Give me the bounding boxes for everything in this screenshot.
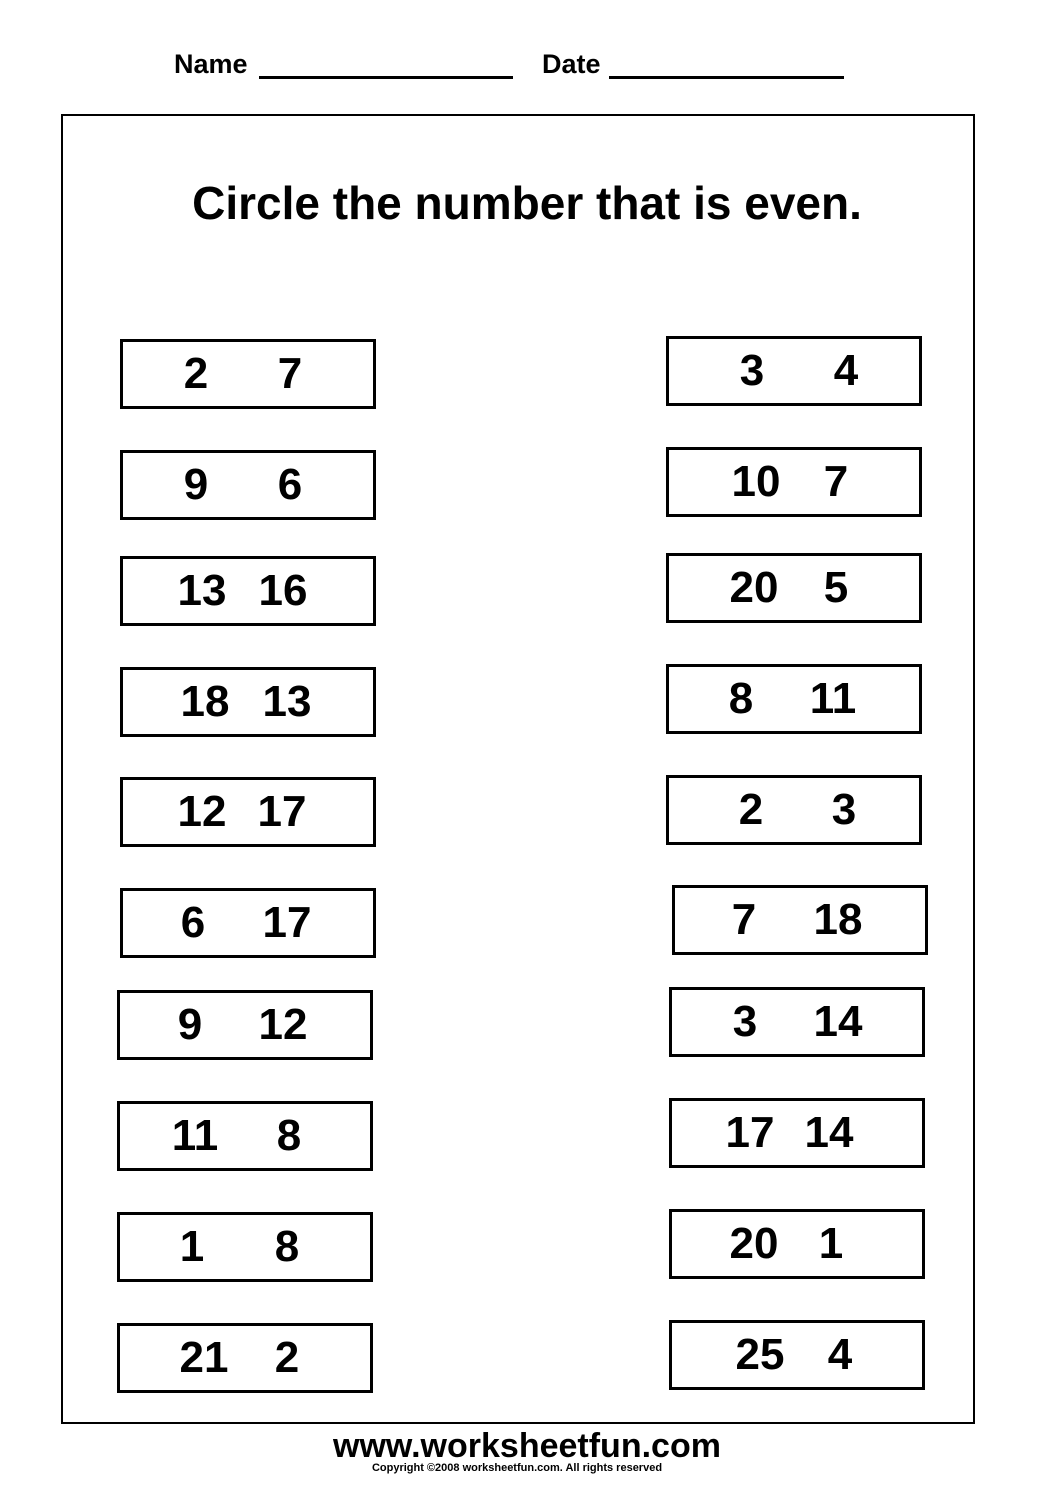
- number-option[interactable]: 4: [827, 1330, 853, 1379]
- number-option[interactable]: 1: [179, 1222, 205, 1271]
- number-box: [666, 775, 922, 845]
- number-option[interactable]: 2: [183, 349, 209, 398]
- number-box: [669, 1209, 925, 1279]
- number-box: [120, 777, 376, 847]
- number-box: [120, 339, 376, 409]
- number-option[interactable]: 13: [177, 566, 227, 615]
- worksheet-header: [0, 46, 1054, 86]
- name-label: Name: [174, 49, 248, 79]
- number-box: [117, 1101, 373, 1171]
- number-option[interactable]: 10: [731, 457, 781, 506]
- number-option[interactable]: 12: [258, 1000, 308, 1049]
- number-option[interactable]: 6: [277, 460, 303, 509]
- number-option[interactable]: 2: [738, 785, 764, 834]
- number-option[interactable]: 17: [257, 787, 307, 836]
- number-box: [117, 1212, 373, 1282]
- number-box: [117, 1323, 373, 1393]
- number-box: [666, 336, 922, 406]
- number-option[interactable]: 17: [725, 1108, 775, 1157]
- number-option[interactable]: 16: [258, 566, 308, 615]
- number-option[interactable]: 2: [274, 1333, 300, 1382]
- worksheet-title: Circle the number that is even.: [192, 177, 862, 229]
- number-option[interactable]: 12: [177, 787, 227, 836]
- number-box: [669, 1098, 925, 1168]
- number-option[interactable]: 8: [728, 674, 754, 723]
- number-option[interactable]: 14: [813, 997, 863, 1046]
- number-box: [666, 447, 922, 517]
- number-option[interactable]: 7: [823, 457, 849, 506]
- number-option[interactable]: 1: [818, 1219, 844, 1268]
- name-blank-line[interactable]: [259, 76, 513, 79]
- number-box: [669, 987, 925, 1057]
- number-option[interactable]: 4: [833, 346, 859, 395]
- number-option[interactable]: 11: [171, 1111, 219, 1160]
- number-box: [669, 1320, 925, 1390]
- number-box: [117, 990, 373, 1060]
- number-box: [120, 888, 376, 958]
- number-option[interactable]: 18: [813, 895, 863, 944]
- number-box: [120, 667, 376, 737]
- number-box: [120, 556, 376, 626]
- number-option[interactable]: 9: [183, 460, 209, 509]
- number-option[interactable]: 8: [274, 1222, 300, 1271]
- number-box: [672, 885, 928, 955]
- footer-website-link[interactable]: www.worksheetfun.com: [333, 1427, 721, 1465]
- number-option[interactable]: 6: [180, 898, 206, 947]
- date-label: Date: [542, 49, 601, 79]
- footer-copyright: Copyright ©2008 worksheetfun.com. All rights reserved: [371, 1462, 663, 1474]
- number-option[interactable]: 17: [262, 898, 312, 947]
- number-option[interactable]: 3: [739, 346, 765, 395]
- number-option[interactable]: 5: [823, 563, 849, 612]
- number-option[interactable]: 14: [804, 1108, 854, 1157]
- number-option[interactable]: 3: [732, 997, 758, 1046]
- number-option[interactable]: 7: [731, 895, 757, 944]
- number-option[interactable]: 8: [276, 1111, 302, 1160]
- number-option[interactable]: 25: [735, 1330, 785, 1379]
- number-option[interactable]: 3: [831, 785, 857, 834]
- number-option[interactable]: 18: [180, 677, 230, 726]
- number-box: [120, 450, 376, 520]
- number-option[interactable]: 21: [179, 1333, 229, 1382]
- date-blank-line[interactable]: [609, 76, 844, 79]
- number-option[interactable]: 20: [729, 1219, 779, 1268]
- number-option[interactable]: 11: [809, 674, 857, 723]
- number-box: [666, 664, 922, 734]
- number-option[interactable]: 20: [729, 563, 779, 612]
- number-option[interactable]: 7: [277, 349, 303, 398]
- number-box: [666, 553, 922, 623]
- number-option[interactable]: 13: [262, 677, 312, 726]
- number-option[interactable]: 9: [177, 1000, 203, 1049]
